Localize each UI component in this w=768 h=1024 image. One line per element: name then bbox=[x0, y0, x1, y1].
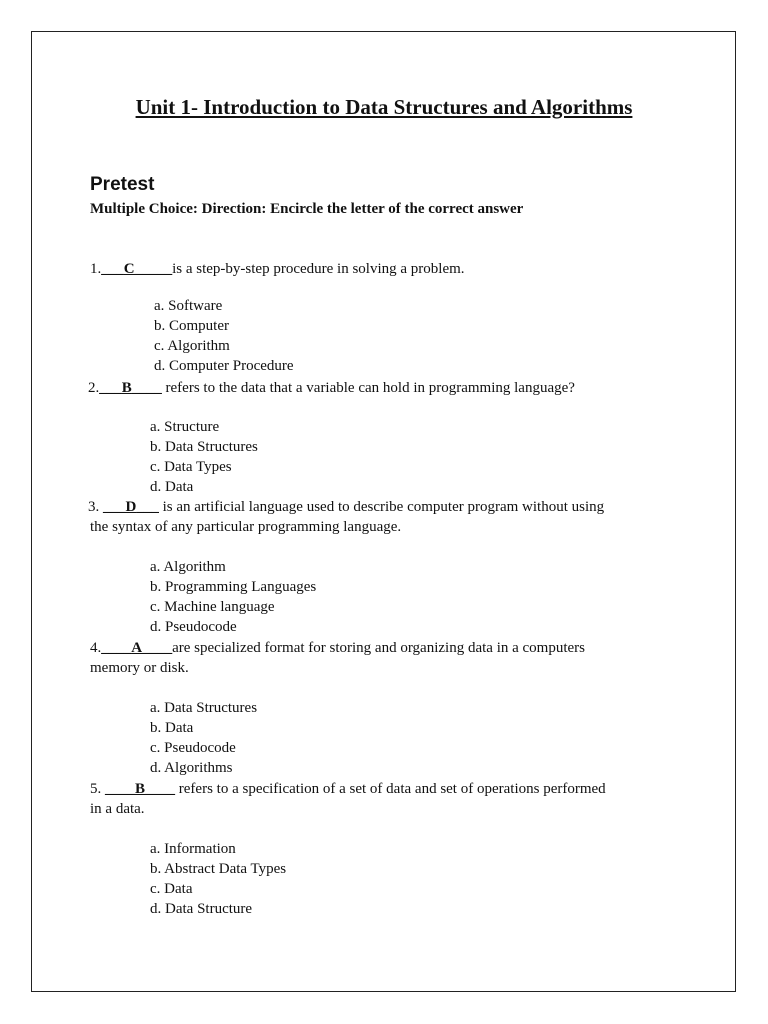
q2-option-c: c. Data Types bbox=[150, 459, 232, 475]
question-text: refers to the data that a variable can hold in programming language? bbox=[161, 380, 575, 396]
question-text: is a step-by-step procedure in solving a problem. bbox=[172, 261, 465, 277]
q5-option-c: c. Data bbox=[150, 881, 193, 897]
q4-option-d: d. Algorithms bbox=[150, 760, 233, 776]
question-3 bbox=[88, 499, 604, 516]
q3-option-b: b. Programming Languages bbox=[150, 579, 317, 595]
question-5 bbox=[90, 781, 606, 798]
question-text: refers to a specification of a set of data and set of operations performed bbox=[175, 781, 606, 797]
question-2 bbox=[88, 380, 575, 397]
q1-option-c: c. Algorithm bbox=[154, 338, 230, 354]
q2-option-d: d. Data bbox=[150, 479, 194, 495]
question-3-continued: the syntax of any particular programming language. bbox=[90, 519, 402, 535]
q4-option-b: b. Data bbox=[150, 720, 194, 736]
section-heading: Pretest bbox=[90, 174, 155, 195]
question-5-continued: in a data. bbox=[90, 801, 145, 817]
answer-blank-5: ____B____ bbox=[105, 781, 176, 797]
q2-option-a: a. Structure bbox=[150, 419, 220, 435]
q1-option-b: b. Computer bbox=[154, 318, 229, 334]
q1-option-a: a. Software bbox=[154, 298, 223, 314]
question-text: is an artificial language used to describe computer program without using bbox=[158, 499, 605, 515]
q3-option-d: d. Pseudocode bbox=[150, 619, 237, 635]
question-text: are specialized format for storing and organizing data in a computers bbox=[172, 640, 585, 656]
q4-option-c: c. Pseudocode bbox=[150, 740, 236, 756]
direction-text: Multiple Choice: Direction: Encircle the letter of the correct answer bbox=[90, 201, 524, 217]
question-number: 5. bbox=[90, 781, 105, 797]
question-number: 4. bbox=[90, 640, 102, 656]
document-title: Unit 1- Introduction to Data Structures and Algorithms bbox=[135, 95, 633, 119]
q5-option-a: a. Information bbox=[150, 841, 236, 857]
answer-blank-1: ___C_____ bbox=[101, 261, 173, 277]
answer-blank-3: ___D___ bbox=[103, 499, 159, 515]
q2-option-b: b. Data Structures bbox=[150, 439, 258, 455]
q3-option-a: a. Algorithm bbox=[150, 559, 226, 575]
question-1 bbox=[90, 261, 465, 278]
q4-option-a: a. Data Structures bbox=[150, 700, 258, 716]
q3-option-c: c. Machine language bbox=[150, 599, 275, 615]
question-number: 2. bbox=[88, 380, 100, 396]
question-4 bbox=[90, 640, 585, 657]
answer-blank-4: ____A____ bbox=[101, 640, 173, 656]
q5-option-d: d. Data Structure bbox=[150, 901, 253, 917]
q5-option-b: b. Abstract Data Types bbox=[150, 861, 287, 877]
q1-option-d: d. Computer Procedure bbox=[154, 358, 294, 374]
answer-blank-2: ___B____ bbox=[99, 380, 162, 396]
question-number: 3. bbox=[88, 499, 103, 515]
question-number: 1. bbox=[90, 261, 102, 277]
question-4-continued: memory or disk. bbox=[90, 660, 189, 676]
